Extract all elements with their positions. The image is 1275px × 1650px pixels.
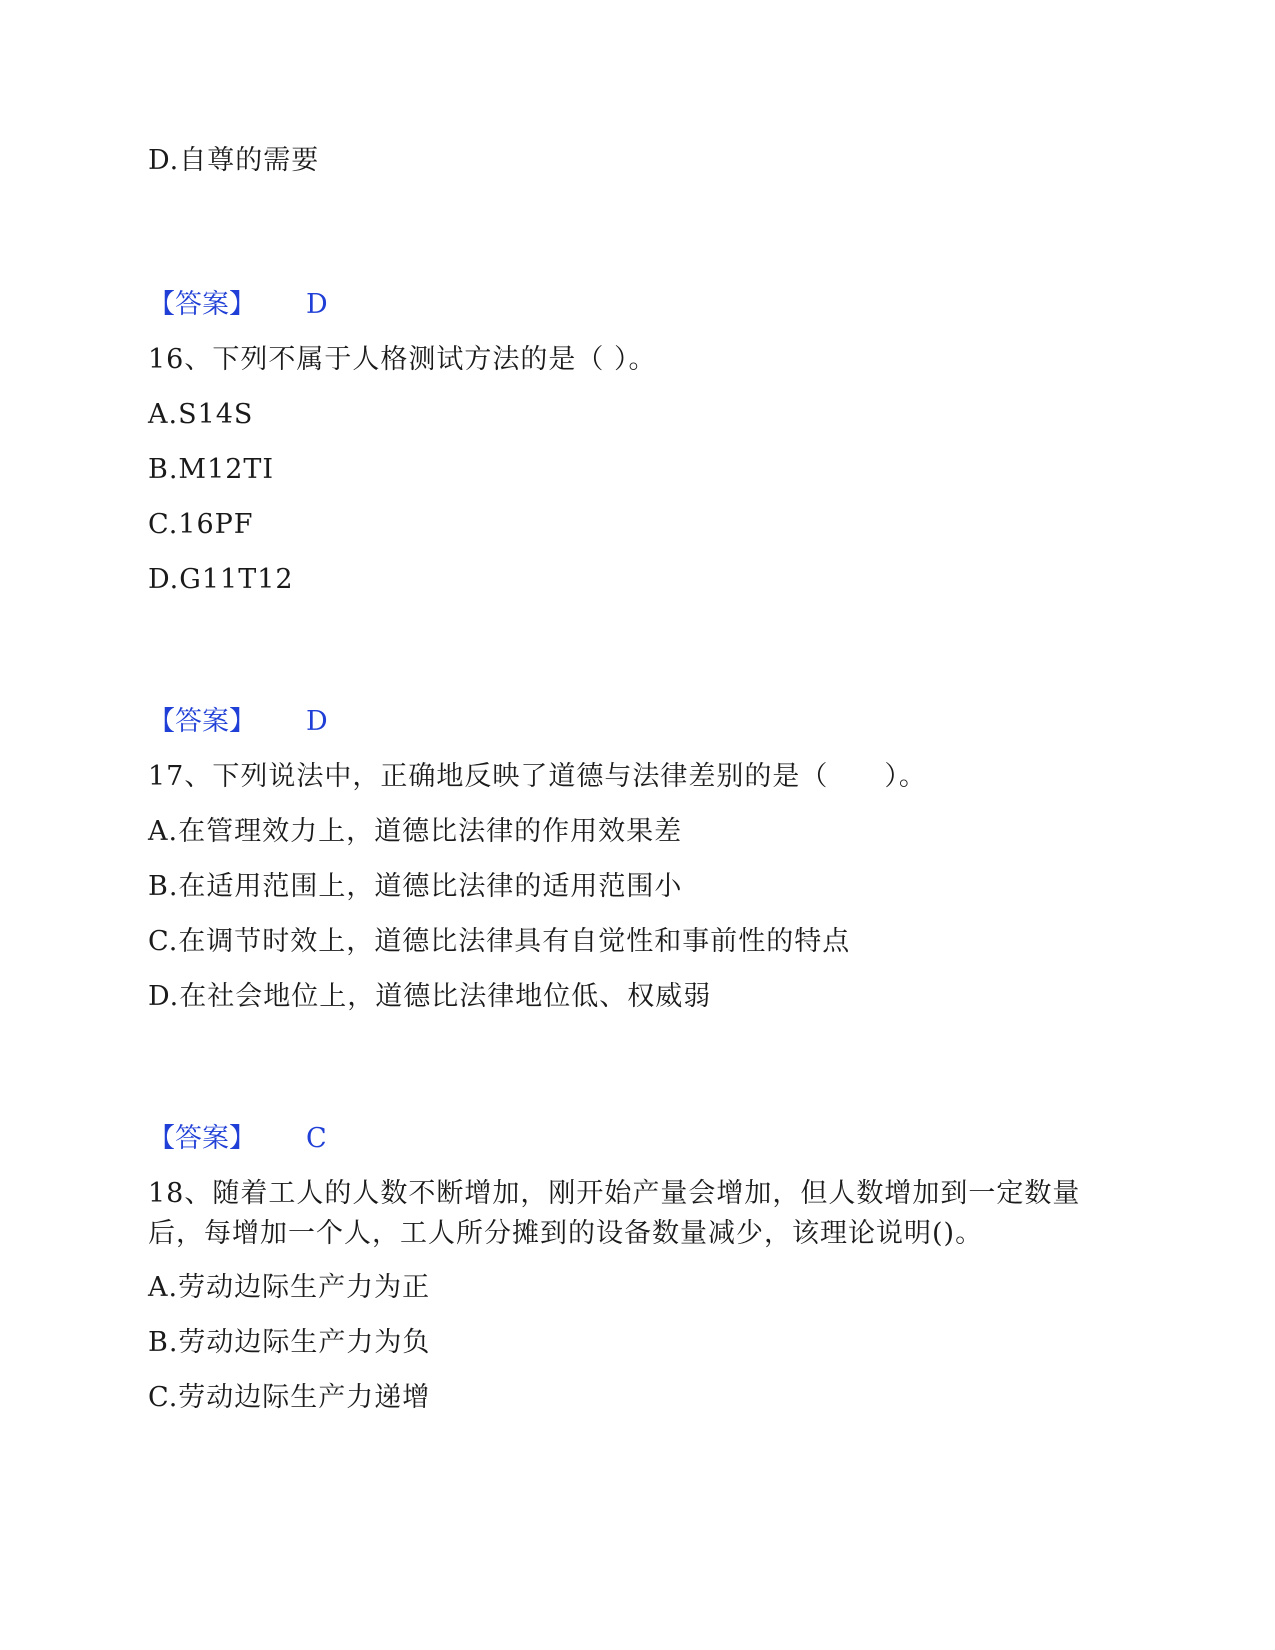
q16-option-c: C.16PF bbox=[148, 509, 254, 540]
answer-value: C bbox=[306, 1123, 327, 1154]
q16-answer bbox=[148, 704, 548, 740]
q18-option-a: A.劳动边际生产力为正 bbox=[148, 1272, 431, 1303]
q16-stem: 16、下列不属于人格测试方法的是（ ）。 bbox=[148, 344, 657, 375]
q17-option-a: A.在管理效力上，道德比法律的作用效果差 bbox=[148, 816, 683, 847]
answer-label: 【答案】 bbox=[148, 289, 256, 320]
q18-stem-line2: 后，每增加一个人，工人所分摊到的设备数量减少，该理论说明()。 bbox=[148, 1218, 984, 1249]
prev-answer bbox=[148, 287, 548, 323]
q17-answer bbox=[148, 1121, 548, 1157]
prev-option-d: D.自尊的需要 bbox=[148, 145, 320, 176]
answer-label: 【答案】 bbox=[148, 706, 256, 737]
q16-option-b: B.M12TI bbox=[148, 454, 275, 485]
answer-value: D bbox=[306, 289, 328, 320]
q17-option-b: B.在适用范围上，道德比法律的适用范围小 bbox=[148, 871, 683, 902]
q17-stem: 17、下列说法中，正确地反映了道德与法律差别的是（ ）。 bbox=[148, 761, 927, 792]
q18-option-c: C.劳动边际生产力递增 bbox=[148, 1382, 431, 1413]
q18-option-b: B.劳动边际生产力为负 bbox=[148, 1327, 431, 1358]
answer-value: D bbox=[306, 706, 328, 737]
q17-option-d: D.在社会地位上，道德比法律地位低、权威弱 bbox=[148, 981, 712, 1012]
q16-option-d: D.G11T12 bbox=[148, 564, 294, 595]
q16-option-a: A.S14S bbox=[148, 399, 254, 430]
answer-label: 【答案】 bbox=[148, 1123, 256, 1154]
q17-option-c: C.在调节时效上，道德比法律具有自觉性和事前性的特点 bbox=[148, 926, 851, 957]
q18-stem-line1: 18、随着工人的人数不断增加，刚开始产量会增加，但人数增加到一定数量 bbox=[148, 1178, 1081, 1209]
